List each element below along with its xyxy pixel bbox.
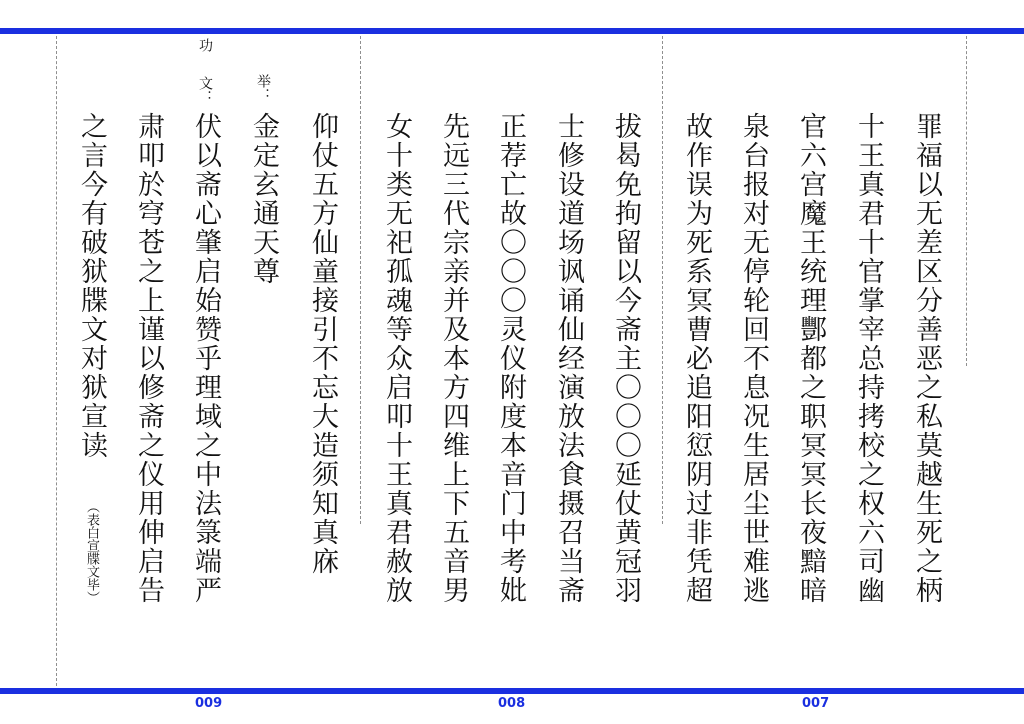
page-008-column-2: 士修设道场讽诵仙经演放法食摄召当斋 bbox=[553, 112, 584, 605]
page-009-column-5: 之言今有破狱牒文对狱宣读 bbox=[76, 112, 107, 460]
page-008-column-3: 正荐亡故〇〇〇灵仪附度本音门中考妣 bbox=[495, 112, 526, 605]
label-ju: 举： bbox=[255, 74, 271, 102]
label-wen: 文： bbox=[197, 76, 213, 104]
page-009-008-divider bbox=[360, 36, 361, 524]
page-number-008: 008 bbox=[498, 696, 526, 711]
page-009-column-3: 伏以斋心肇启始赞乎理域之中法箓端严 bbox=[190, 112, 221, 605]
page-008-column-1: 拔曷免拘留以今斋主〇〇〇延仗黄冠羽 bbox=[610, 112, 641, 605]
page-number-007: 007 bbox=[802, 696, 830, 711]
top-blue-rule bbox=[0, 28, 1024, 34]
page-009-column-4: 肃叩於穹苍之上谨以修斋之仪用伸启告 bbox=[133, 112, 164, 605]
page-007-column-3: 官六宫魔王统理酆都之职冥冥长夜黯暗 bbox=[795, 112, 826, 605]
label-gong: 功 bbox=[197, 38, 213, 52]
page-007-column-5: 故作误为死系冥曹必追阳愆阴过非凭超 bbox=[681, 112, 712, 605]
page-number-009: 009 bbox=[195, 696, 223, 711]
page-007-column-4: 泉台报对无停轮回不息况生居尘世难逃 bbox=[738, 112, 769, 605]
page-009-column-1: 仰仗五方仙童接引不忘大造须知真庥 bbox=[307, 112, 338, 576]
note-biaobai: （表白宣牒文毕） bbox=[84, 500, 99, 604]
page-009-column-2: 金定玄通天尊 bbox=[248, 112, 279, 286]
page-007-right-margin-line bbox=[966, 36, 967, 366]
page-007-column-1: 罪福以无差区分善恶之私莫越生死之柄 bbox=[911, 112, 942, 605]
page-008-column-4: 先远三代宗亲并及本方四维上下五音男 bbox=[438, 112, 469, 605]
page-009-left-margin-line bbox=[56, 36, 57, 686]
page-008-column-5: 女十类无祀孤魂等众启叩十王真君赦放 bbox=[381, 112, 412, 605]
bottom-blue-rule bbox=[0, 688, 1024, 694]
page-007-column-2: 十王真君十官掌宰总持拷校之权六司幽 bbox=[853, 112, 884, 605]
page-008-007-divider bbox=[662, 36, 663, 524]
